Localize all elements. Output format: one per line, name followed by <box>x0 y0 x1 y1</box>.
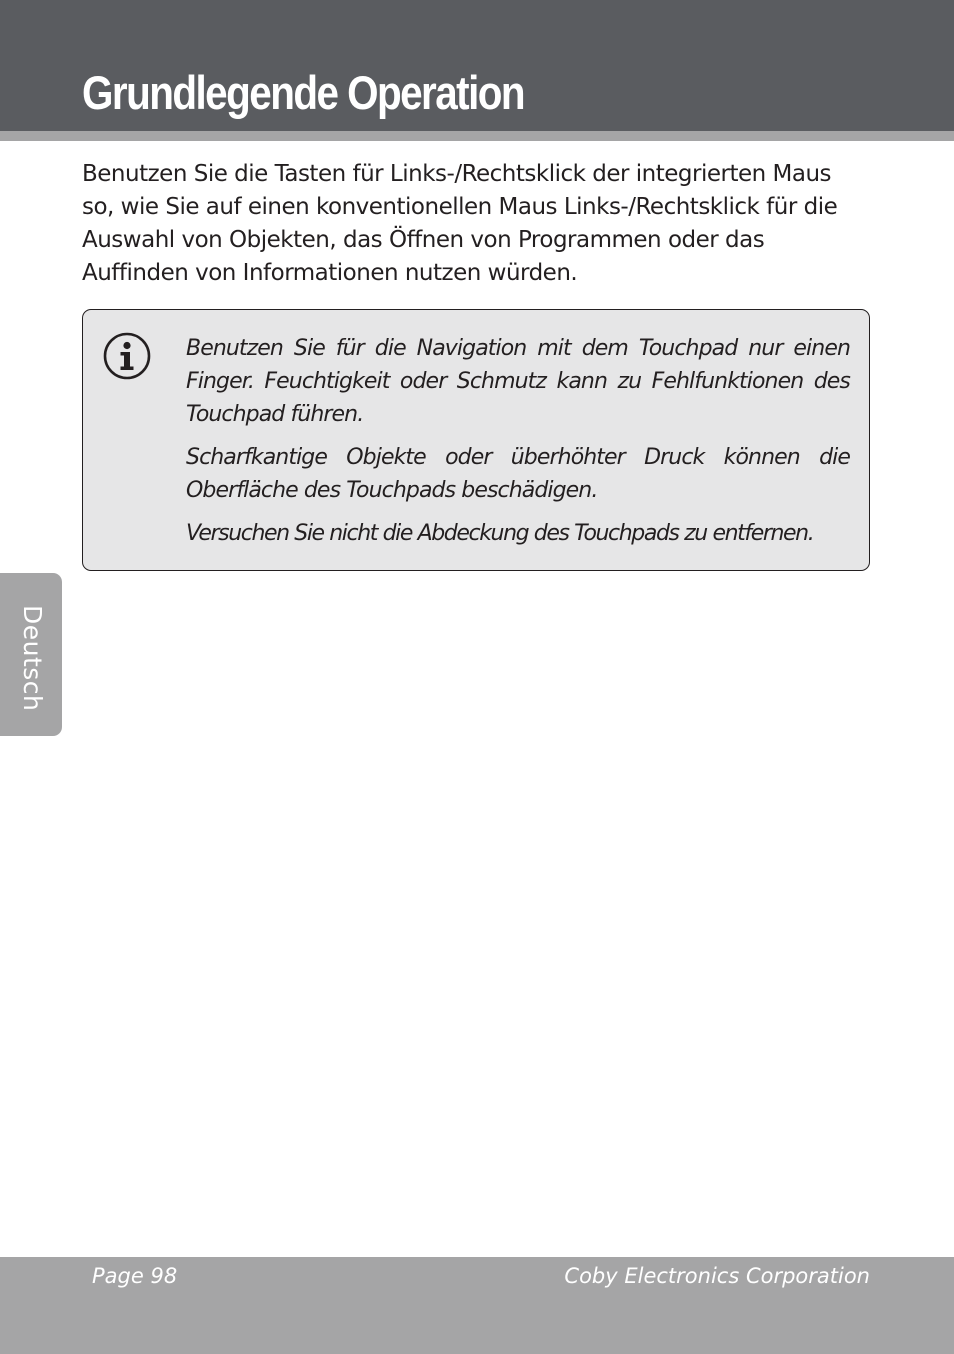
note-paragraph-3: Versuchen Sie nicht die Abdeckung des Touchpads zu entfernen. <box>186 521 814 546</box>
note-text <box>186 332 850 560</box>
note-paragraph-2: Scharfkantige Objekte oder überhöhter Druck können die Oberfläche des Touchpads beschädigen. <box>186 445 850 503</box>
footer-page-number: Page 98 <box>92 1264 178 1288</box>
intro-paragraph: Benutzen Sie die Tasten für Links-/Rechtsklick der integrierten Maus so, wie Sie auf einen konventionellen Maus Links-/Rechtsklick für die Auswahl von Objekten, das Öffnen von Programmen oder das Auffinden von Informationen nutzen würden. <box>82 161 838 286</box>
language-tab-label: Deutsch <box>18 605 47 712</box>
footer-company-name: Coby Electronics Corporation <box>564 1264 870 1288</box>
page-title: Grundlegende Operation <box>82 66 525 119</box>
note-paragraph-1: Benutzen Sie für die Navigation mit dem Touchpad nur einen Finger. Feuchtigkeit oder Schmutz kann zu Fehlfunktionen des Touchpad führen. <box>186 336 850 427</box>
info-icon <box>103 332 151 380</box>
header-rule <box>0 131 954 141</box>
note-box <box>82 309 870 571</box>
